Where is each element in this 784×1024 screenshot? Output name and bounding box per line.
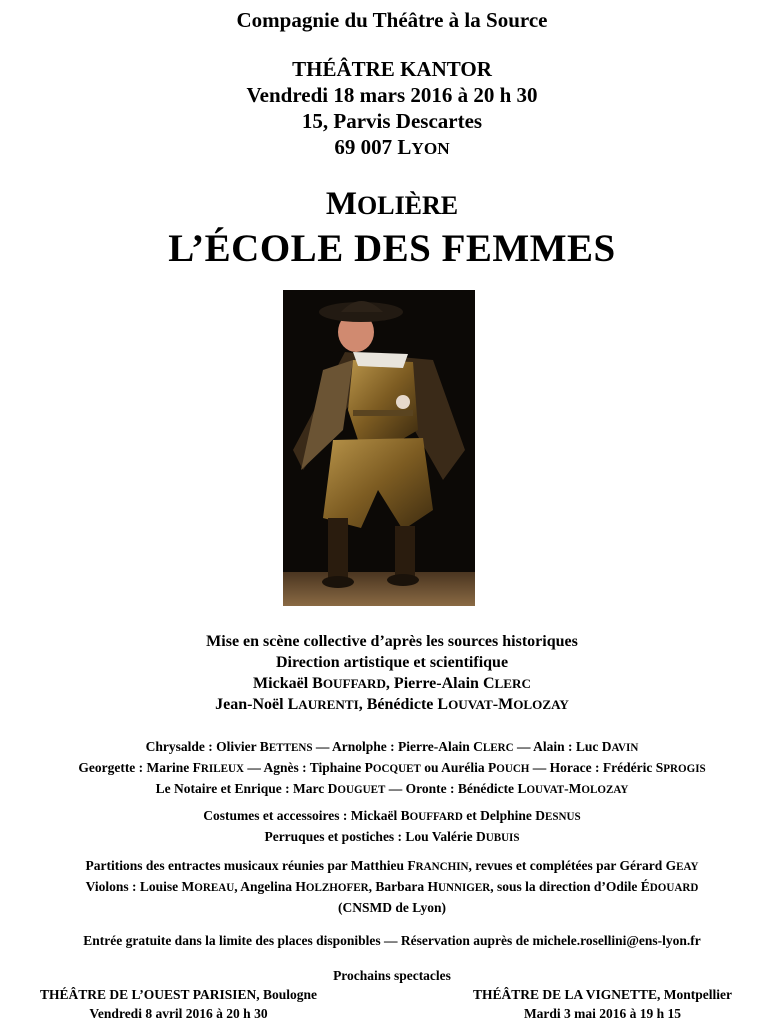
next-show-date: Mardi 3 mai 2016 à 19 h 15 — [523, 1006, 682, 1021]
wigs-line — [0, 827, 784, 848]
small-caps-text: OUFFARD — [409, 811, 463, 823]
text-run: — Alain : Luc — [513, 739, 602, 754]
text-run: — Agnès : Tiphaine — [243, 760, 365, 775]
small-caps-text: OCQUET — [372, 763, 421, 775]
text-run: Mickaël — [253, 675, 313, 692]
text-run: C — [482, 675, 495, 692]
next-show-right — [430, 985, 775, 1023]
text-run: Georgette : Marine — [78, 760, 193, 775]
text-run: F — [407, 858, 416, 873]
venue-city — [0, 134, 784, 162]
small-caps-text: LERC — [482, 742, 514, 754]
violins-line — [0, 877, 784, 898]
text-run: H — [295, 879, 306, 894]
text-run: H — [427, 879, 438, 894]
small-caps-text: PROGIS — [663, 763, 706, 775]
text-run: , Barbara — [368, 879, 428, 894]
text-run: C — [473, 739, 483, 754]
next-shows-title: Prochains spectacles — [333, 968, 451, 983]
text-run: -M — [564, 781, 582, 796]
text-run: L — [437, 696, 449, 713]
text-run: P — [487, 760, 497, 775]
text-run: , Pierre-Alain — [385, 675, 483, 692]
costumes-line — [0, 806, 784, 827]
small-caps-text: AURENTI — [298, 697, 359, 712]
author-name — [0, 186, 784, 223]
entry-info: Entrée gratuite dans la limite des places disponibles — Réservation auprès de michele.rosellini@ens-lyon.fr — [83, 933, 701, 948]
text-run: M — [181, 879, 195, 894]
conservatory-line — [0, 898, 784, 917]
text-run: Chrysalde : Olivier — [145, 739, 260, 754]
small-caps-text: AVIN — [611, 742, 639, 754]
text-run: — Arnolphe : Pierre-Alain — [312, 739, 474, 754]
small-caps-text: OREAU — [194, 882, 235, 894]
credits-directors-1 — [0, 673, 784, 694]
small-caps-text: OUCH — [496, 763, 530, 775]
theatre-name: THÉÂTRE KANTOR — [292, 57, 492, 81]
text-run: Violons : Louise — [85, 879, 182, 894]
author-rest: OLIÈRE — [357, 191, 459, 220]
next-show-venue — [430, 985, 775, 1004]
small-caps-text: RILEUX — [200, 763, 244, 775]
small-caps-text: DOUARD — [649, 882, 699, 894]
small-caps-text: OLOZAY — [581, 784, 629, 796]
play-title: L’ÉCOLE DES FEMMES — [168, 227, 616, 270]
actor-photo — [283, 290, 475, 606]
small-caps-text: OUGUET — [337, 784, 386, 796]
text-run: B — [400, 808, 410, 823]
text-run: D — [601, 739, 612, 754]
text-run: D — [535, 808, 546, 823]
next-show-city: , Boulogne — [256, 987, 317, 1002]
text-run: Costumes et accessoires : Mickaël — [203, 808, 401, 823]
company-name: Compagnie du Théâtre à la Source — [236, 8, 548, 32]
text-run: et Delphine — [462, 808, 536, 823]
small-caps-text: OUVAT — [526, 784, 565, 796]
venue-address: 15, Parvis Descartes — [301, 109, 483, 133]
text-run: F — [192, 760, 201, 775]
city-initial: L — [397, 135, 412, 159]
next-show-venue — [6, 985, 351, 1004]
small-caps-text: OLZHOFER — [305, 882, 369, 894]
text-run: Perruques et postiches : Lou Valérie — [264, 829, 476, 844]
postal-code: 69 007 — [334, 135, 398, 159]
text-run: -M — [492, 696, 514, 713]
cast-line — [0, 779, 784, 800]
text-run: , Angelina — [234, 879, 296, 894]
text-run: D — [327, 781, 338, 796]
small-caps-text: EAY — [676, 861, 699, 873]
credits-staging: Mise en scène collective d’après les sources historiques — [206, 633, 578, 650]
actor-illustration — [283, 290, 475, 606]
small-caps-text: ETTENS — [268, 742, 313, 754]
cast-line — [0, 758, 784, 779]
credits-directors-2 — [0, 694, 784, 715]
costumes-credits — [0, 806, 784, 848]
text-run: P — [364, 760, 373, 775]
performance-date: Vendredi 18 mars 2016 à 20 h 30 — [246, 83, 538, 107]
small-caps-text: OUFFARD — [322, 676, 386, 691]
text-run: É — [640, 879, 650, 894]
next-show-theatre: THÉÂTRE DE L’OUEST PARISIEN — [40, 987, 257, 1002]
next-show-date: Vendredi 8 avril 2016 à 20 h 30 — [89, 1006, 268, 1021]
next-show-city: , Montpellier — [656, 987, 732, 1002]
text-run: G — [665, 858, 677, 873]
text-run: S — [655, 760, 664, 775]
text-run: L — [517, 781, 527, 796]
text-run: , sous la direction d’Odile — [490, 879, 641, 894]
city-rest: YON — [411, 139, 450, 158]
text-run: L — [287, 696, 299, 713]
text-run: Jean-Noël — [215, 696, 288, 713]
text-run: Le Notaire et Enrique : Marc — [155, 781, 328, 796]
text-run: (CNSMD de Lyon) — [337, 900, 446, 915]
text-run: D — [475, 829, 486, 844]
next-show-theatre: THÉÂTRE DE LA VIGNETTE — [473, 987, 657, 1002]
credits-block — [0, 631, 784, 715]
cast-line — [0, 737, 784, 758]
text-run: , Bénédicte — [358, 696, 438, 713]
small-caps-text: UBUIS — [485, 832, 520, 844]
venue-block — [0, 56, 784, 162]
text-run: , revues et complétées par Gérard — [468, 858, 666, 873]
text-run: Partitions des entractes musicaux réunies par Matthieu — [85, 858, 408, 873]
small-caps-text: LERC — [494, 676, 531, 691]
small-caps-text: UNNIGER — [438, 882, 491, 894]
text-run: — Horace : Frédéric — [529, 760, 656, 775]
small-caps-text: ESNUS — [545, 811, 581, 823]
cast-list — [0, 737, 784, 800]
text-run: B — [259, 739, 269, 754]
credits-direction: Direction artistique et scientifique — [275, 654, 509, 671]
next-show-left — [6, 985, 351, 1023]
text-run: — Oronte : Bénédicte — [385, 781, 518, 796]
music-credits — [0, 856, 784, 917]
text-run: B — [312, 675, 323, 692]
text-run: ou Aurélia — [420, 760, 488, 775]
small-caps-text: RANCHIN — [415, 861, 469, 873]
small-caps-text: OLOZAY — [513, 697, 569, 712]
music-line — [0, 856, 784, 877]
author-initial: M — [325, 186, 357, 222]
small-caps-text: OUVAT — [448, 697, 493, 712]
